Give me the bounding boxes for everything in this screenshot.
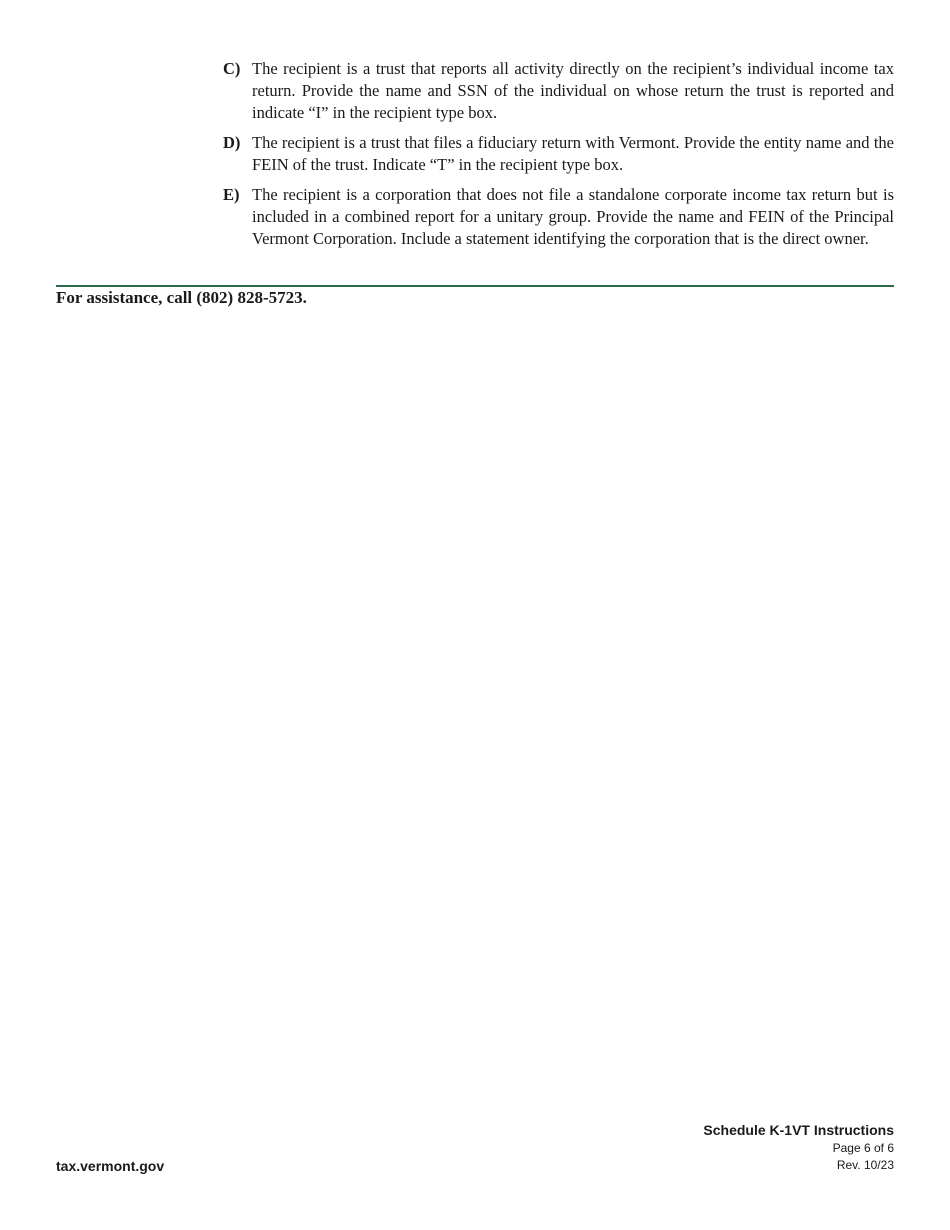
item-text: The recipient is a corporation that does not file a standalone corporate income tax return but is included in a combined report for a unitary group. Provide the name and FEIN of the Principal Vermont Corporation. Include a statement identifying the corporation that is the direct owner.: [252, 185, 894, 248]
footer-document-info: [703, 1121, 894, 1174]
list-item-c: [223, 58, 894, 124]
item-letter: D): [223, 133, 241, 152]
footer-document-title: Schedule K-1VT Instructions: [703, 1122, 894, 1138]
recipient-type-list: [223, 58, 894, 258]
item-letter: C): [223, 59, 241, 78]
list-item-e: [223, 184, 894, 250]
item-text: The recipient is a trust that files a fiduciary return with Vermont. Provide the entity name and the FEIN of the trust. Indicate “T” in the recipient type box.: [252, 133, 894, 174]
item-text: The recipient is a trust that reports all activity directly on the recipient’s individual income tax return. Provide the name and SSN of the individual on whose return the trust is reported and indicate “I” in the recipient type box.: [252, 59, 894, 122]
list-item-d: [223, 132, 894, 176]
footer-revision: Rev. 10/23: [836, 1158, 894, 1172]
assistance-phone-text: For assistance, call (802) 828-5723.: [56, 288, 307, 307]
item-letter: E): [223, 185, 240, 204]
footer-page-number: Page 6 of 6: [832, 1141, 894, 1155]
footer-website: tax.vermont.gov: [56, 1158, 165, 1174]
